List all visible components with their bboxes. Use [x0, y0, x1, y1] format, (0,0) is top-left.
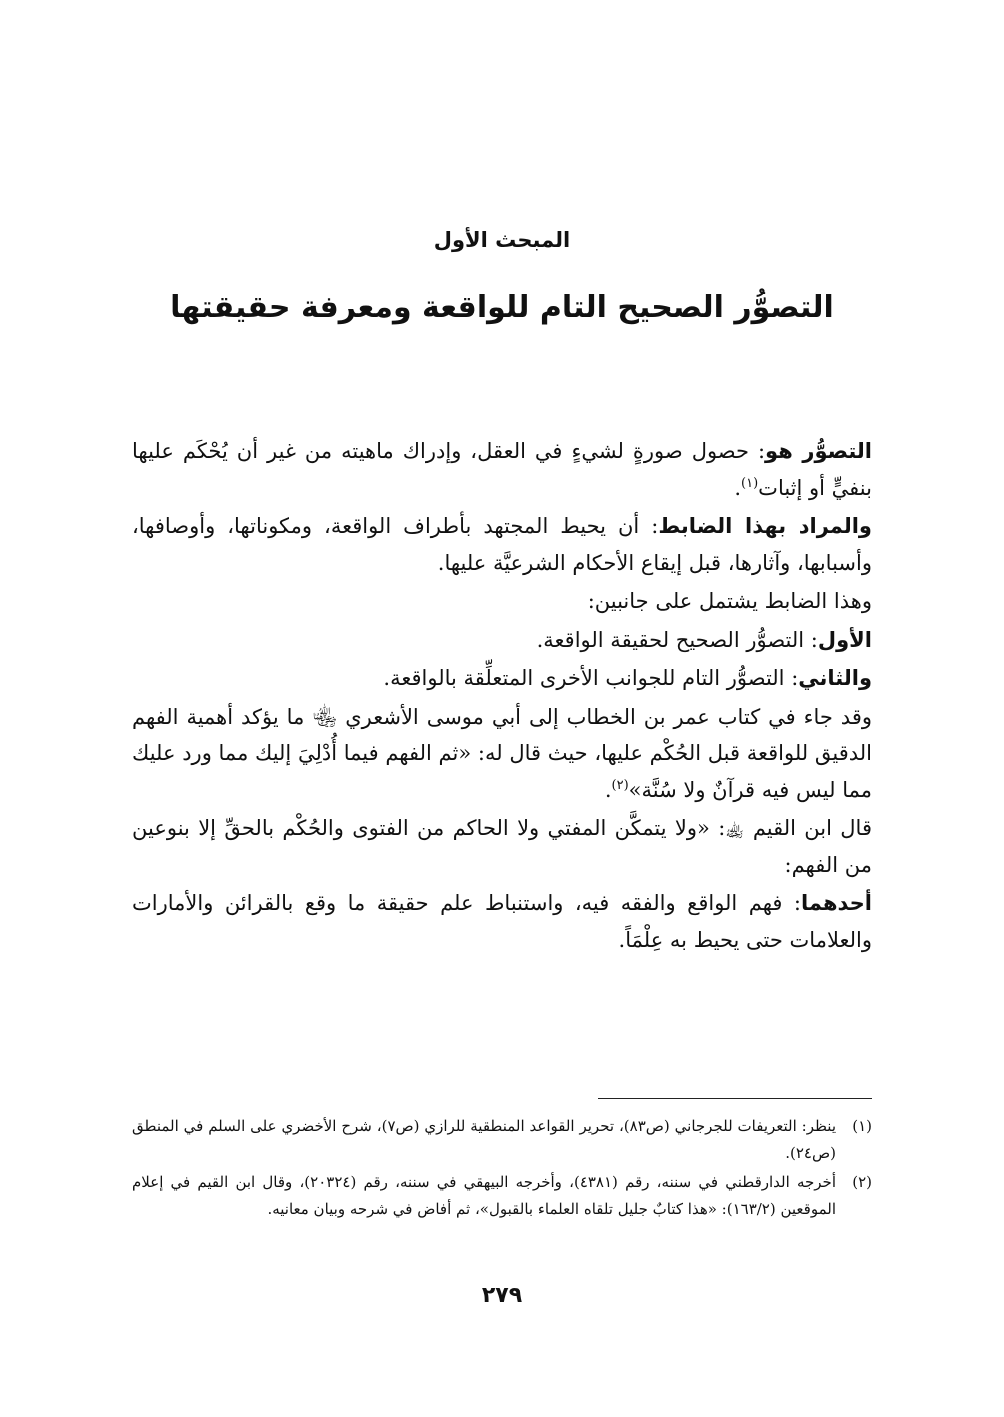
first-type-text: : فهم الواقع والفقه فيه، واستنباط علم حقيقة ما وقع بالقرائن والأمارات والعلامات حتى يحيط به عِلْمَاً. — [132, 891, 872, 952]
footnotes — [132, 1113, 872, 1225]
period: . — [734, 475, 742, 500]
chapter-title: التصوُّر الصحيح التام للواقعة ومعرفة حقيقتها — [170, 290, 834, 325]
term-first-type: أحدهما — [801, 891, 872, 915]
definition-text: : حصول صورةٍ لشيءٍ في العقل، وإدراك ماهيته من غير أن يُحْكَم عليها بنفيٍّ أو إثبات — [132, 439, 872, 500]
paragraph-two-aspects — [132, 583, 872, 620]
footnote-1 — [132, 1113, 872, 1167]
second-aspect-text: : التصوُّر التام للجوانب الأخرى المتعلِّقة بالواقعة. — [383, 666, 799, 690]
page-number: ٢٧٩ — [481, 1283, 523, 1308]
section-label: المبحث الأول — [433, 228, 571, 252]
footnote-2 — [132, 1169, 872, 1223]
term-tasawwur: التصوُّر هو — [765, 439, 872, 463]
paragraph-umar-letter — [132, 699, 872, 809]
umar-letter-text: وقد جاء في كتاب عمر بن الخطاب إلى أبي موسى الأشعري ﵄ ما يؤكد أهمية الفهم الدقيق للواقعة قبل الحُكْم عليها، حيث قال له: «ثم الفهم فيما أُدْلِيَ إليك مما ورد عليك مما ليس فيه قرآنٌ ولا سُنَّة» — [132, 704, 872, 802]
paragraph-meaning — [132, 508, 872, 581]
footnote-ref-1[interactable]: (١) — [741, 475, 759, 491]
footnote-divider — [598, 1098, 872, 1099]
paragraph-ibn-qayyim — [132, 810, 872, 883]
footnote-text: ينظر: التعريفات للجرجاني (ص٨٣)، تحرير القواعد المنطقية للرازي (ص٧)، شرح الأخضري على السلم في المنطق (ص٢٤). — [132, 1117, 837, 1162]
main-text — [132, 433, 872, 960]
first-aspect-text: : التصوُّر الصحيح لحقيقة الواقعة. — [536, 627, 818, 652]
two-aspects-text: وهذا الضابط يشتمل على جانبين: — [587, 589, 872, 613]
footnote-number: (٢) — [852, 1173, 872, 1191]
meaning-text: : أن يحيط المجتهد بأطراف الواقعة، ومكوناتها، وأوصافها، وأسبابها، وآثارها، قبل إيقاع الأحكام الشرعيَّة عليها. — [132, 514, 872, 575]
footnote-text: أخرجه الدارقطني في سننه، رقم (٤٣٨١)، وأخرجه البيهقي في سننه، رقم (٢٠٣٢٤)، وقال ابن القيم في إعلام الموقعين (١٦٣/٢): «هذا كتابٌ جليل تلقاه العلماء بالقبول»، ثم أفاض في شرحه وبيان معانيه. — [132, 1173, 836, 1218]
period: . — [604, 777, 612, 802]
term-meaning: والمراد بهذا الضابط — [658, 514, 872, 538]
footnote-number: (١) — [852, 1117, 872, 1135]
paragraph-first-type — [132, 885, 872, 958]
paragraph-second-aspect — [132, 660, 872, 697]
paragraph-first-aspect — [132, 622, 872, 659]
term-first: الأول — [817, 627, 872, 652]
footnote-ref-2[interactable]: (٢) — [611, 777, 629, 793]
paragraph-definition — [132, 433, 872, 506]
ibn-qayyim-text: قال ابن القيم ﵀: «ولا يتمكَّن المفتي ولا الحاكم من الفتوى والحُكْم بالحقِّ إلا بنوعين من الفهم: — [132, 816, 872, 877]
term-second: والثاني — [798, 666, 872, 690]
